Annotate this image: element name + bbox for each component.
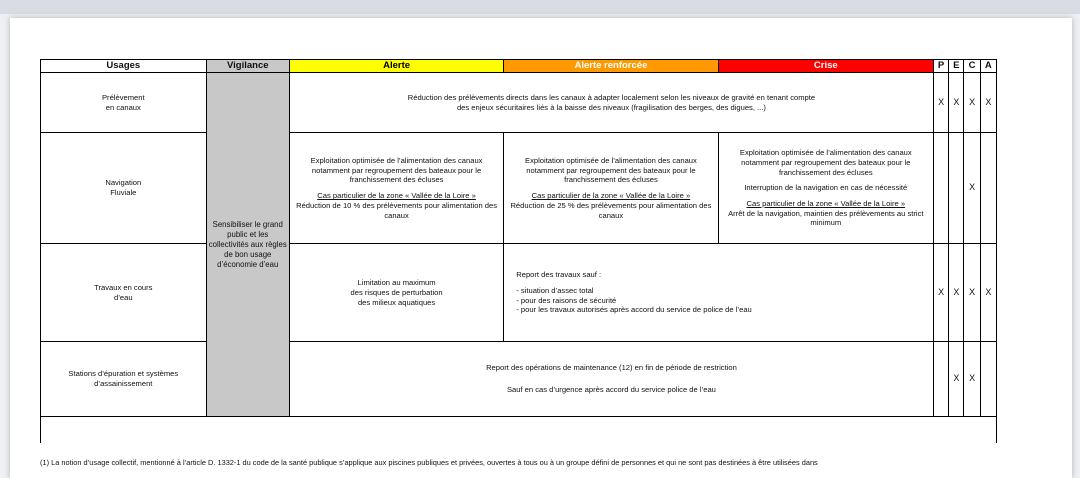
header-row	[41, 60, 997, 73]
prelevement-c: X	[964, 73, 980, 133]
prelevement-measure-line2: des enjeux sécuritaires liés à la baisse des niveaux (fragilisation des berges, des digues, ...)	[456, 102, 766, 112]
navigation-crise-case-text: Arrêt de la navigation, maintien des prélèvements au strict minimum	[728, 208, 924, 228]
navigation-crise-interrupt: Interruption de la navigation en cas de nécessité	[744, 183, 908, 193]
navigation-alerte-case-text: Réduction de 10 % des prélèvements pour alimentation des canaux	[296, 200, 498, 220]
navigation-renf-text: Exploitation optimisée de l’alimentation des canaux notamment par regroupement des bateaux pour le franchissement des écluses	[525, 156, 697, 185]
travaux-e: X	[949, 244, 964, 342]
header-e: E	[949, 60, 964, 73]
navigation-e	[949, 133, 964, 244]
header-p: P	[933, 60, 948, 73]
header-usages: Usages	[41, 60, 207, 73]
prelevement-e: X	[949, 73, 964, 133]
table-row-travaux	[41, 244, 997, 342]
navigation-p	[933, 133, 948, 244]
navigation-renf-case: Cas particulier de la zone « Vallée de la Loire »	[531, 191, 691, 201]
document-page	[10, 18, 1072, 478]
usage-stations: Stations d’épuration et systèmes d’assainissement	[41, 342, 207, 417]
navigation-crise-text: Exploitation optimisée de l’alimentation des canaux notamment par regroupement des bateaux pour le franchissement des écluses	[739, 148, 912, 177]
footnote-area	[41, 417, 997, 444]
stations-a	[980, 342, 996, 417]
stations-measure-line1: Report des opérations de maintenance (12) en fin de période de restriction	[486, 363, 737, 373]
stations-e: X	[949, 342, 964, 417]
navigation-renforcee	[504, 133, 718, 244]
travaux-report	[504, 244, 934, 342]
table-row-footnote-area	[41, 417, 997, 444]
navigation-renf-case-text: Réduction de 25 % des prélèvements pour alimentation des canaux	[510, 200, 712, 220]
stations-p	[933, 342, 948, 417]
navigation-crise-case: Cas particulier de la zone « Vallée de la Loire »	[746, 199, 906, 209]
travaux-c: X	[964, 244, 980, 342]
stations-measure	[289, 342, 933, 417]
header-alerte: Alerte	[289, 60, 503, 73]
navigation-alerte	[289, 133, 503, 244]
usage-travaux: Travaux en cours d’eau	[41, 244, 207, 342]
header-vigilance: Vigilance	[206, 60, 289, 73]
stations-c: X	[964, 342, 980, 417]
travaux-p: X	[933, 244, 948, 342]
header-a: A	[980, 60, 996, 73]
travaux-report-item3: - pour les travaux autorisés après accord du service de police de l’eau	[516, 305, 752, 315]
travaux-a: X	[980, 244, 996, 342]
top-band	[0, 0, 1080, 14]
travaux-report-item1: - situation d’assec total	[516, 285, 594, 295]
prelevement-measure	[289, 73, 933, 133]
table-row-stations	[41, 342, 997, 417]
usage-navigation: Navigation Fluviale	[41, 133, 207, 244]
table-row-navigation	[41, 133, 997, 244]
footnote-text: (1) La notion d’usage collectif, mentionné à l’article D. 1332-1 du code de la santé publique s’applique aux piscines publiques et privées, ouvertes à tous ou à un groupe défini de personnes et qui ne sont pas destinées à être utilisées dans	[40, 458, 818, 467]
navigation-alerte-text: Exploitation optimisée de l’alimentation des canaux notamment par regroupement des bateaux pour le franchissement des écluses	[310, 156, 483, 185]
travaux-report-title: Report des travaux sauf :	[516, 270, 602, 280]
navigation-c: X	[964, 133, 980, 244]
header-c: C	[964, 60, 980, 73]
prelevement-a: X	[980, 73, 996, 133]
navigation-a	[980, 133, 996, 244]
header-alerte-renforcee: Alerte renforcée	[504, 60, 718, 73]
header-crise: Crise	[718, 60, 933, 73]
travaux-report-item2: - pour des raisons de sécurité	[516, 295, 617, 305]
table-row-prelevement	[41, 73, 997, 133]
usage-prelevement: Prélèvement en canaux	[41, 73, 207, 133]
vigilance-text: Sensibiliser le grand public et les collectivités aux règles de bon usage d’économie d’eau	[208, 219, 287, 269]
vigilance-cell	[206, 73, 289, 417]
travaux-alerte: Limitation au maximum des risques de perturbation des milieux aquatiques	[289, 244, 503, 342]
prelevement-p: X	[933, 73, 948, 133]
restriction-table	[40, 59, 997, 443]
stations-measure-line2: Sauf en cas d’urgence après accord du service police de l’eau	[506, 385, 716, 395]
navigation-alerte-case: Cas particulier de la zone « Vallée de la Loire »	[317, 191, 476, 201]
prelevement-measure-line1: Réduction des prélèvements directs dans les canaux à adapter localement selon les niveaux de gravité en tenant compte	[407, 92, 816, 102]
navigation-crise	[718, 133, 933, 244]
